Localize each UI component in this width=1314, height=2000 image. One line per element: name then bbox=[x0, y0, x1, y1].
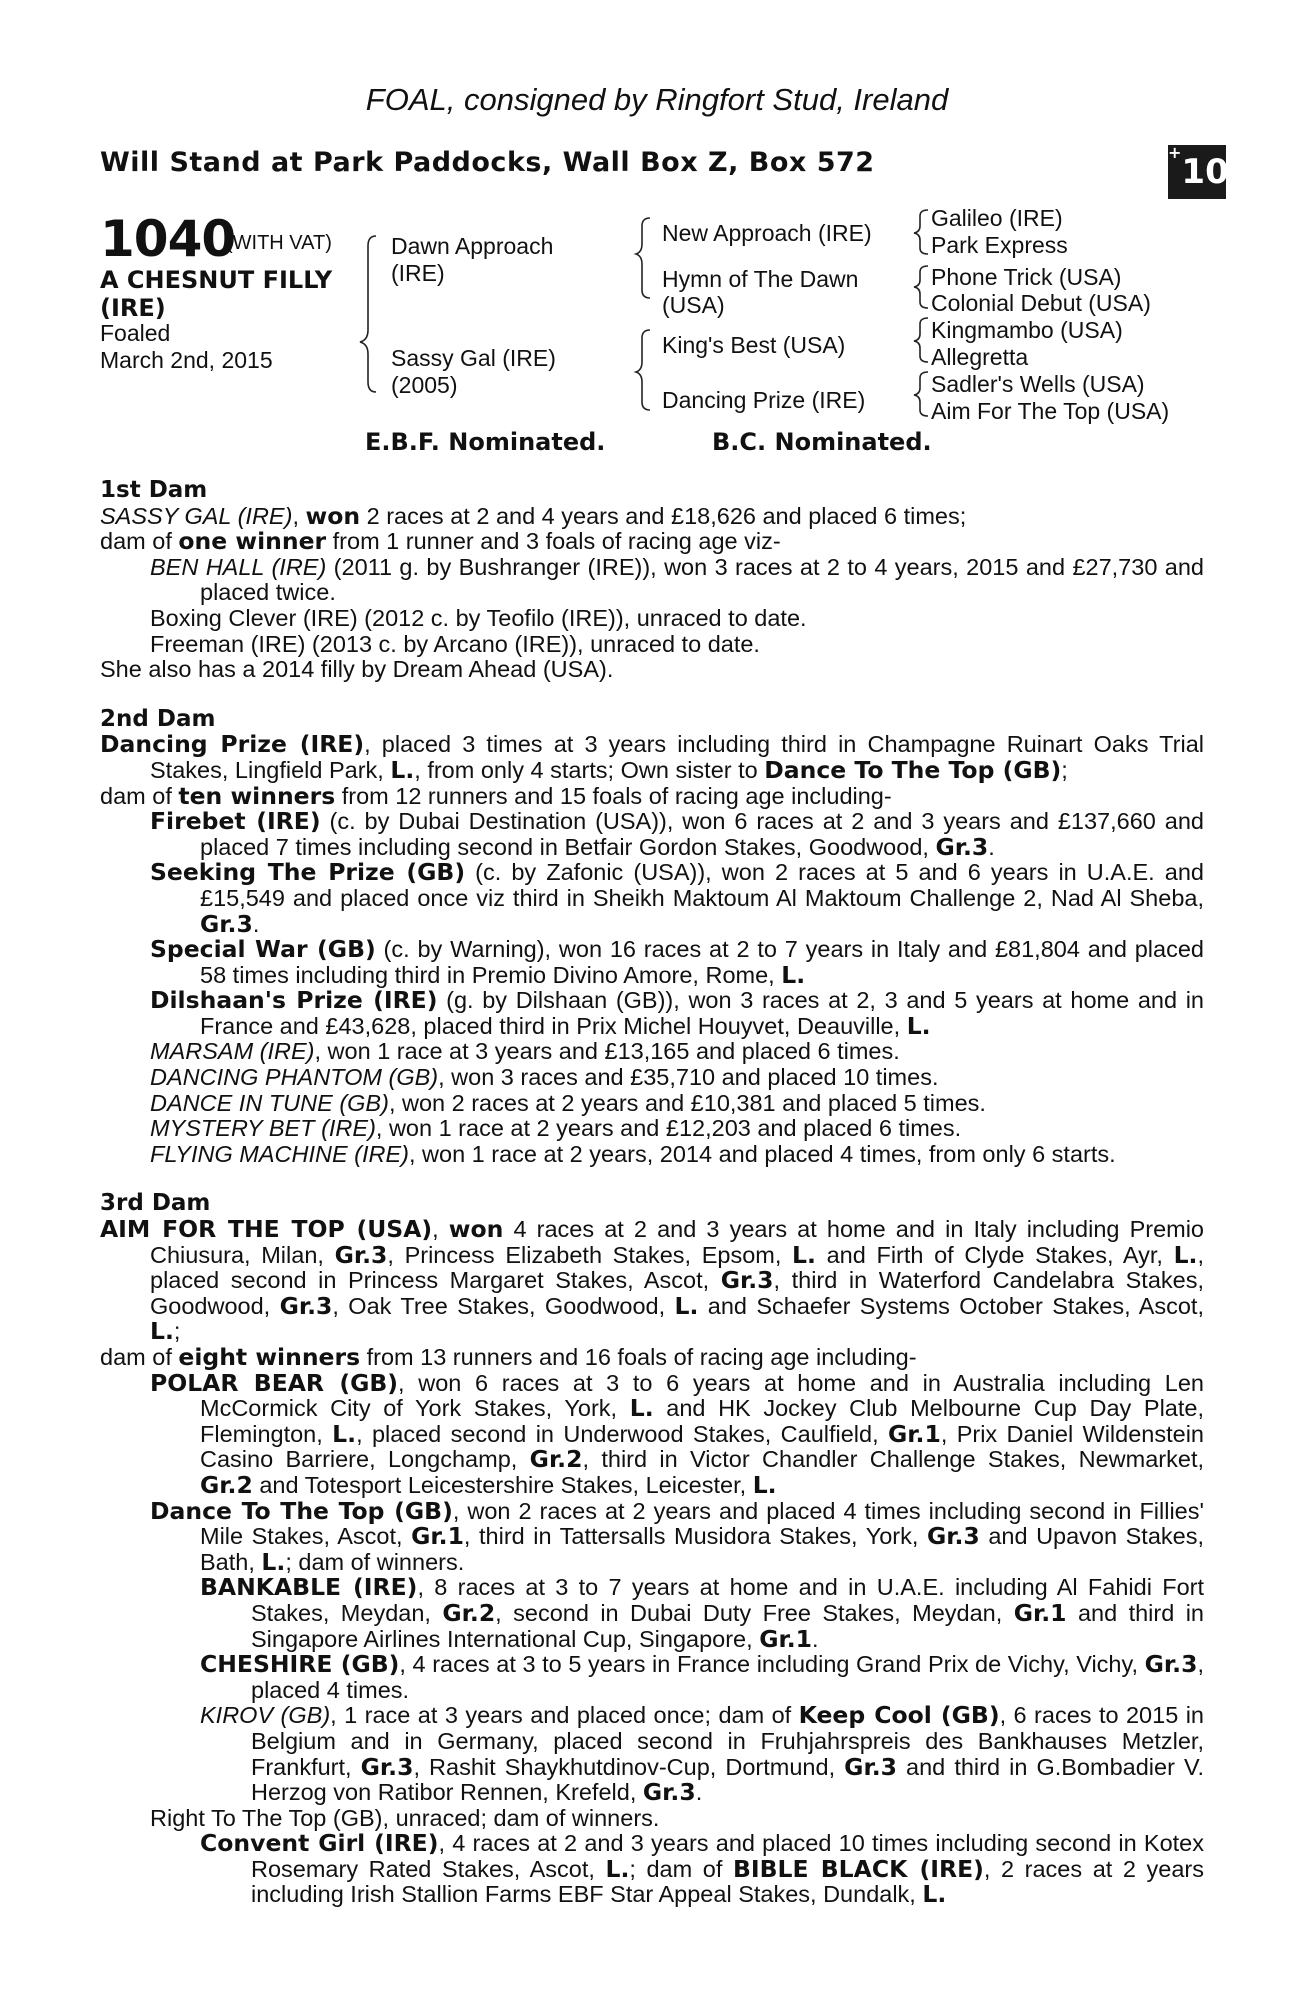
lot-number: 1040 bbox=[100, 210, 236, 268]
t: , won 6 races at 3 to 6 years at home and in Australia including Len McCormick City of York Stakes, York, bbox=[200, 1369, 1204, 1422]
produce-name: Dance To The Top (GB) bbox=[150, 1496, 453, 1525]
consignor-heading: FOAL, consigned by Ringfort Stud, Ireland bbox=[365, 82, 949, 117]
sire: Dawn Approach bbox=[391, 233, 554, 259]
produce-end: . bbox=[988, 833, 995, 860]
first-dam-rest: 2 races at 2 and 4 years and £18,626 and placed 6 times; bbox=[360, 502, 967, 529]
produce-name: POLAR BEAR (GB) bbox=[150, 1368, 399, 1397]
sds: Phone Trick (USA) bbox=[931, 264, 1122, 290]
second-dam-produce-summary bbox=[100, 781, 1204, 810]
produce-ben-hall bbox=[100, 555, 1204, 606]
grade-listed: L. bbox=[792, 1240, 816, 1269]
t: , 8 races at 3 to 7 years at home and in U.A.E. including Al Fahidi Fort Stakes, Meydan, bbox=[251, 1574, 1204, 1626]
grade: Gr.3 bbox=[360, 1752, 414, 1781]
produce-name: BANKABLE (IRE) bbox=[200, 1573, 418, 1602]
grade: Gr.1 bbox=[411, 1522, 464, 1551]
dss: Kingmambo (USA) bbox=[931, 317, 1123, 343]
third-dam-won: won bbox=[448, 1215, 504, 1244]
produce-record: , won 3 races and £35,710 and placed 10 times. bbox=[438, 1064, 939, 1091]
third-dam-heading: 3rd Dam bbox=[100, 1190, 211, 1217]
sire-dam-line2: (USA) bbox=[662, 292, 725, 318]
produce-record: , won 1 race at 2 years, 2014 and placed 4 times, from only 6 starts. bbox=[408, 1140, 1116, 1167]
sdd: Colonial Debut (USA) bbox=[931, 290, 1151, 316]
second-dam-winners: ten winners bbox=[178, 781, 336, 810]
t: , second in Dubai Duty Free Stakes, Meydan, bbox=[495, 1599, 1014, 1626]
dam-year: (2005) bbox=[391, 372, 458, 398]
t: and Schaefer Systems October Stakes, Ascot, bbox=[698, 1292, 1204, 1319]
produce-name: BEN HALL (IRE) bbox=[150, 553, 327, 580]
third-dam-produce-summary bbox=[100, 1345, 1204, 1371]
ddd: Aim For The Top (USA) bbox=[931, 398, 1170, 424]
grade: Gr.3 bbox=[1144, 1650, 1198, 1679]
dam-sire: King's Best (USA) bbox=[662, 332, 846, 358]
third-dam-winners: eight winners bbox=[178, 1343, 361, 1371]
grade-listed: L. bbox=[629, 1394, 654, 1423]
produce-name: MARSAM (IRE) bbox=[150, 1038, 315, 1065]
second-dam-name: Dancing Prize (IRE) bbox=[100, 730, 365, 759]
lot-name-line1: A CHESNUT FILLY bbox=[100, 266, 333, 294]
t: and Firth of Clyde Stakes, Ayr, bbox=[815, 1241, 1174, 1268]
gen3-brace-2 bbox=[914, 266, 928, 308]
produce-name: Keep Cool (GB) bbox=[798, 1701, 1000, 1730]
second-dam-dam-of: dam of bbox=[100, 782, 179, 809]
first-dam-produce-summary bbox=[100, 529, 1204, 555]
t: and Upavon Stakes, Bath, bbox=[200, 1523, 1204, 1575]
dsd: Allegretta bbox=[931, 344, 1029, 370]
grade: Gr.3 bbox=[935, 832, 989, 861]
first-dam-name: SASSY GAL (IRE) bbox=[100, 502, 293, 529]
catalogue-body bbox=[100, 478, 1204, 1908]
gen3-brace-4 bbox=[914, 372, 928, 416]
grade-listed: L. bbox=[605, 1854, 630, 1883]
third-dam-runners: from 13 runners and 16 foals of racing age including- bbox=[360, 1344, 917, 1370]
t: , 2 races at 2 years including Irish Stallion Farms EBF Star Appeal Stakes, Dundalk, bbox=[251, 1855, 1204, 1908]
t: , third in Waterford Candelabra Stakes, Goodwood, bbox=[150, 1267, 1205, 1319]
produce-name: FLYING MACHINE (IRE) bbox=[150, 1140, 409, 1167]
produce-record: (2011 g. by Bushranger (IRE)), won 3 races at 2 to 4 years, 2015 and £27,730 and placed twice. bbox=[200, 553, 1204, 606]
badge-plus: + bbox=[1168, 143, 1182, 162]
produce-special-war bbox=[100, 937, 1204, 988]
t: , 4 races at 3 to 5 years in France including Grand Prix de Vichy, Vichy, bbox=[399, 1651, 1145, 1678]
t: , third in Tattersalls Musidora Stakes, York, bbox=[463, 1523, 927, 1550]
third-dam-sep: , bbox=[432, 1216, 449, 1243]
produce-dance-in-tune bbox=[100, 1091, 1204, 1117]
produce-record: (c. by Zafonic (USA)), won 2 races at 5 and 6 years in U.A.E. and £15,549 and placed once viz third in Sheikh Maktoum Al Maktoum Challenge 2, Nad Al Sheba, bbox=[200, 859, 1204, 911]
produce-boxing-clever: Boxing Clever (IRE) (2012 c. by Teofilo (IRE)), unraced to date. bbox=[150, 604, 807, 631]
produce-name: BIBLE BLACK (IRE) bbox=[732, 1854, 984, 1883]
t: , 1 race at 3 years and placed once; dam of bbox=[330, 1702, 799, 1729]
badge-number: 10 bbox=[1181, 152, 1229, 192]
t: and third in Singapore Airlines International Cup, Singapore, bbox=[251, 1599, 1204, 1652]
produce-end: . bbox=[252, 910, 260, 937]
produce-cheshire bbox=[100, 1652, 1204, 1703]
produce-name: KIROV (GB) bbox=[200, 1702, 331, 1729]
second-dam-text-a: , placed 3 times at 3 years including third in Champagne Ruinart Oaks Trial Stakes, Lingfield Park, bbox=[150, 731, 1204, 783]
t: , third in Victor Chandler Challenge Stakes, Newmarket, bbox=[582, 1446, 1204, 1473]
third-dam-dam-of: dam of bbox=[100, 1344, 179, 1370]
first-dam-record bbox=[100, 501, 1204, 530]
produce-seeking-the-prize bbox=[100, 860, 1204, 937]
dds: Sadler's Wells (USA) bbox=[931, 371, 1145, 397]
grade-listed: L. bbox=[150, 1317, 174, 1346]
t: , Rashit Shaykhutdinov-Cup, Dortmund, bbox=[413, 1753, 845, 1780]
grade: Gr.3 bbox=[926, 1522, 980, 1551]
produce-record: , won 1 race at 3 years and £13,165 and placed 6 times. bbox=[314, 1038, 900, 1065]
grade-listed: L. bbox=[906, 1011, 931, 1040]
t: , 4 races at 2 and 3 years and placed 10 times including second in Kotex Rosemary Rated Stakes, Ascot, bbox=[251, 1830, 1204, 1882]
grade: Gr.3 bbox=[200, 909, 253, 938]
grade-listed: L. bbox=[390, 755, 415, 784]
third-dam-name: AIM FOR THE TOP (USA) bbox=[100, 1215, 433, 1244]
t: and third in G.Bombadier V. Herzog von Ratibor Rennen, Krefeld, bbox=[251, 1753, 1205, 1806]
first-dam-heading: 1st Dam bbox=[100, 477, 208, 503]
grade: Gr.2 bbox=[200, 1470, 253, 1499]
grade: Gr.1 bbox=[1013, 1598, 1067, 1627]
t: . bbox=[812, 1625, 819, 1652]
second-dam-runners: from 12 runners and 15 foals of racing age including- bbox=[335, 782, 892, 809]
spacer bbox=[100, 683, 1204, 707]
grade-listed: L. bbox=[332, 1419, 357, 1448]
sire-sire: New Approach (IRE) bbox=[662, 220, 872, 246]
grade-listed: L. bbox=[752, 1470, 777, 1499]
t: and HK Jockey Club Melbourne Cup Day Plate, Flemington, bbox=[200, 1395, 1205, 1447]
t: , won 2 races at 2 years and placed 4 times including second in Fillies' Mile Stakes, Ascot, bbox=[200, 1497, 1204, 1550]
produce-name: Convent Girl (IRE) bbox=[200, 1829, 439, 1858]
sire-country: (IRE) bbox=[391, 260, 445, 286]
produce-record: (c. by Dubai Destination (USA)), won 6 races at 2 and 3 years and £137,660 and placed 7 times including second in Betfair Gordon Stakes, Goodwood, bbox=[200, 808, 1204, 860]
grade: Gr.3 bbox=[720, 1266, 774, 1295]
foaled-label: Foaled bbox=[100, 320, 171, 346]
produce-name: CHESHIRE (GB) bbox=[200, 1650, 400, 1679]
produce-name: Special War (GB) bbox=[150, 935, 376, 964]
second-dam-sister: Dance To The Top (GB) bbox=[764, 755, 1062, 784]
grade: Gr.1 bbox=[759, 1624, 812, 1653]
produce-kirov bbox=[100, 1703, 1204, 1805]
second-dam-heading: 2nd Dam bbox=[100, 705, 216, 732]
t: , Prix Daniel Wildenstein Casino Barriere, Longchamp, bbox=[200, 1420, 1205, 1473]
grade: Gr.3 bbox=[844, 1752, 897, 1781]
produce-bankable bbox=[100, 1575, 1204, 1652]
gen2-sire-brace bbox=[636, 218, 650, 298]
ebf-nominated: E.B.F. Nominated. bbox=[365, 428, 606, 456]
produce-record: , won 1 race at 2 years and £12,203 and placed 6 times. bbox=[375, 1115, 962, 1142]
t: and Totesport Leicestershire Stakes, Leicester, bbox=[252, 1471, 753, 1498]
produce-marsam bbox=[100, 1039, 1204, 1065]
gen2-dam-brace bbox=[636, 330, 650, 410]
gen3-brace-1 bbox=[914, 210, 928, 254]
grade: Gr.2 bbox=[529, 1445, 583, 1474]
lot-name-line2: (IRE) bbox=[100, 294, 166, 322]
produce-name: MYSTERY BET (IRE) bbox=[150, 1115, 376, 1142]
produce-firebet bbox=[100, 809, 1204, 860]
third-dam-record bbox=[100, 1217, 1204, 1345]
sss: Galileo (IRE) bbox=[931, 205, 1063, 231]
grade: Gr.3 bbox=[334, 1240, 388, 1269]
stand-location: Will Stand at Park Paddocks, Wall Box Z, Box 572 bbox=[100, 147, 875, 178]
produce-dancing-phantom bbox=[100, 1065, 1204, 1091]
produce-name: Firebet (IRE) bbox=[150, 807, 321, 836]
produce-name: DANCE IN TUNE (GB) bbox=[150, 1089, 389, 1116]
grade-listed: L. bbox=[781, 960, 806, 989]
ssd: Park Express bbox=[931, 232, 1068, 258]
grade: Gr.1 bbox=[888, 1419, 941, 1448]
t: ; dam of bbox=[629, 1855, 733, 1882]
grade: Gr.2 bbox=[442, 1598, 496, 1627]
dam-dam: Dancing Prize (IRE) bbox=[662, 387, 866, 413]
t: , placed 4 times. bbox=[251, 1651, 1204, 1703]
first-dam-runners: from 1 runner and 3 foals of racing age viz- bbox=[326, 528, 781, 555]
grade-listed: L. bbox=[1173, 1240, 1198, 1269]
produce-mystery-bet bbox=[100, 1116, 1204, 1142]
sire-dam-line1: Hymn of The Dawn bbox=[662, 266, 859, 292]
produce-name: Seeking The Prize (GB) bbox=[150, 858, 466, 887]
t: , Oak Tree Stakes, Goodwood, bbox=[332, 1292, 675, 1319]
produce-flying-machine bbox=[100, 1142, 1204, 1168]
foaled-date: March 2nd, 2015 bbox=[100, 347, 273, 373]
produce-name: Dilshaan's Prize (IRE) bbox=[150, 986, 438, 1015]
gen1-brace bbox=[360, 236, 376, 392]
first-dam-winners: one winner bbox=[178, 527, 327, 556]
second-dam-text-b: , from only 4 starts; Own sister to bbox=[414, 756, 765, 783]
lot-vat: (WITH VAT) bbox=[226, 232, 332, 254]
produce-freeman: Freeman (IRE) (2013 c. by Arcano (IRE)), unraced to date. bbox=[150, 630, 760, 657]
first-dam-dam-of: dam of bbox=[100, 528, 179, 555]
second-dam-text-c: ; bbox=[1061, 756, 1068, 783]
produce-dilshaans-prize bbox=[100, 988, 1204, 1039]
dam: Sassy Gal (IRE) bbox=[391, 345, 556, 371]
second-dam-record bbox=[100, 732, 1204, 783]
grade-listed: L. bbox=[922, 1880, 947, 1909]
produce-dance-to-the-top bbox=[100, 1496, 1204, 1576]
produce-2014-filly: She also has a 2014 filly by Dream Ahead (USA). bbox=[100, 656, 614, 683]
first-dam-sep: , bbox=[292, 502, 306, 529]
first-dam-won: won bbox=[305, 501, 361, 530]
produce-record: , won 2 races at 2 years and £10,381 and placed 5 times. bbox=[388, 1089, 986, 1116]
produce-name: DANCING PHANTOM (GB) bbox=[150, 1064, 439, 1091]
produce-record: (g. by Dilshaan (GB)), won 3 races at 2, 3 and 5 years at home and in France and £43,628, placed third in Prix Michel Houyvet, Deauville, bbox=[200, 987, 1204, 1039]
t: ; dam of winners. bbox=[285, 1548, 465, 1575]
produce-convent-girl bbox=[100, 1831, 1204, 1908]
grade-listed: L. bbox=[261, 1547, 286, 1576]
t: , placed second in Underwood Stakes, Caulfield, bbox=[356, 1420, 888, 1447]
bc-nominated: B.C. Nominated. bbox=[712, 428, 932, 456]
t: , 6 races to 2015 in Belgium and in Germany, placed second in Fruhjahrspreis des Bankhauses Metzler, Frankfurt, bbox=[251, 1702, 1204, 1780]
t: ; bbox=[173, 1318, 181, 1345]
grade: Gr.3 bbox=[279, 1291, 333, 1320]
grade: Gr.3 bbox=[642, 1778, 696, 1807]
produce-right-to-the-top: Right To The Top (GB), unraced; dam of winners. bbox=[150, 1804, 660, 1831]
spacer bbox=[100, 1167, 1204, 1191]
t: , placed second in Princess Margaret Stakes, Ascot, bbox=[150, 1241, 1204, 1294]
t: 4 races at 2 and 3 years at home and in Italy including Premio Chiusura, Milan, bbox=[150, 1216, 1204, 1268]
produce-record: (c. by Warning), won 16 races at 2 to 7 years in Italy and £81,804 and placed 58 times including third in Premio Divino Amore, Rome, bbox=[200, 936, 1204, 988]
gen3-brace-3 bbox=[914, 318, 928, 362]
t: . bbox=[695, 1779, 703, 1806]
produce-polar-bear bbox=[100, 1368, 1205, 1499]
grade-listed: L. bbox=[674, 1291, 699, 1320]
t: , Princess Elizabeth Stakes, Epsom, bbox=[387, 1241, 793, 1268]
